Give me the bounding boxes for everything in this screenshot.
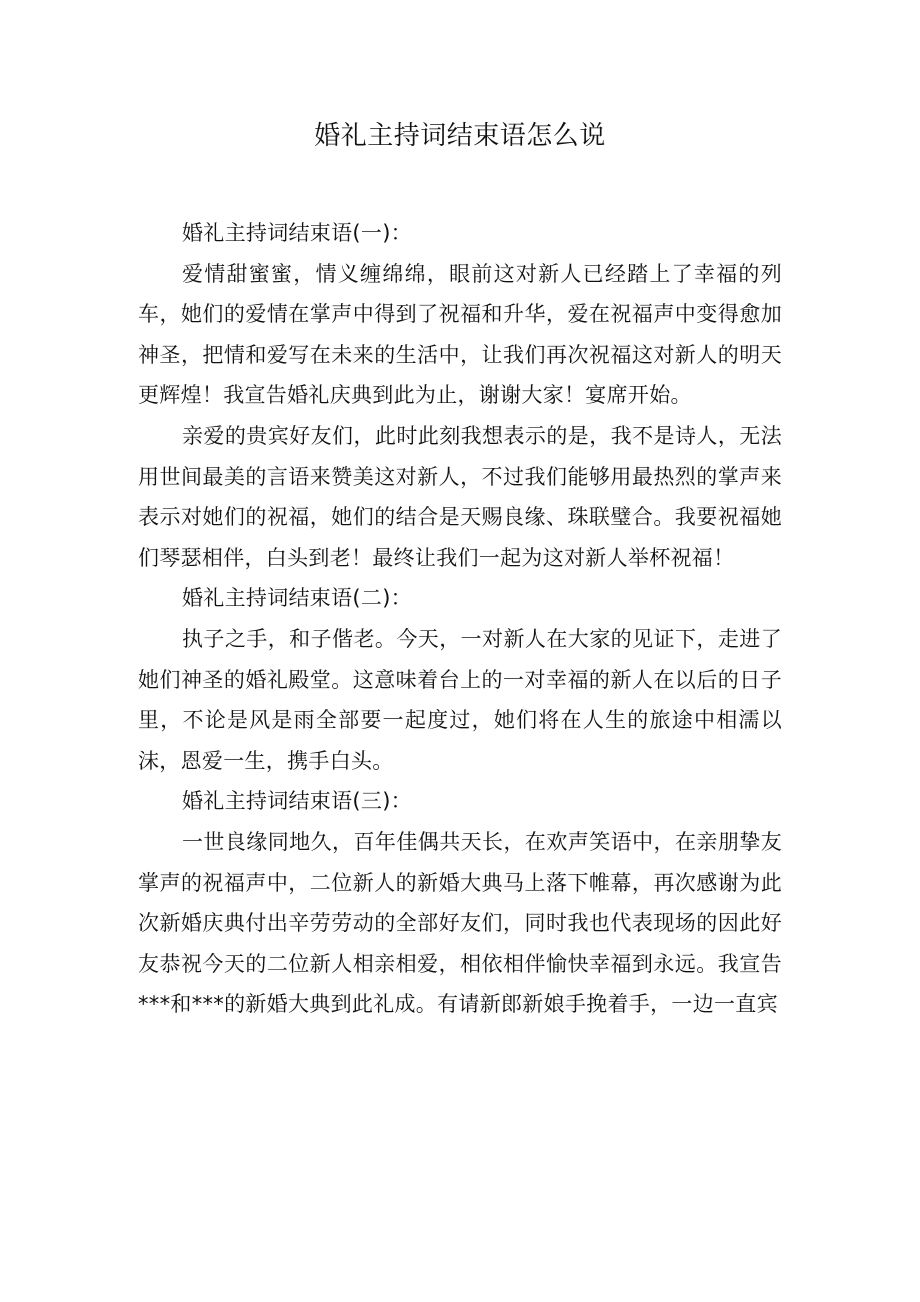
- document-title: 婚礼主持词结束语怎么说: [314, 121, 606, 151]
- paragraph-3-1: 一世良缘同地久，百年佳偶共天长，在欢声笑语中，在亲朋挚友掌声的祝福声中，二位新人的新婚大典马上落下帷幕，再次感谢为此次新婚庆典付出辛劳劳动的全部好友们，同时我也代表现场的因此好友恭祝今天的二位新人相亲相爱，相依相伴愉快幸福到永远。我宣告***和***的新婚大典到此礼成。有请新郎新娘手挽着手，一边一直宾: [138, 829, 782, 1017]
- paragraph-2-1: 执子之手，和子偕老。今天，一对新人在大家的见证下，走进了她们神圣的婚礼殿堂。这意味着台上的一对幸福的新人在以后的日子里，不论是风是雨全部要一起度过，她们将在人生的旅途中相濡以沫，恩爱一生，携手白头。: [138, 626, 782, 773]
- document-body: [138, 213, 782, 1025]
- paragraph-1-1: 爱情甜蜜蜜，情义缠绵绵，眼前这对新人已经踏上了幸福的列车，她们的爱情在掌声中得到了祝福和升华，爱在祝福声中变得愈加神圣，把情和爱写在未来的生活中，让我们再次祝福这对新人的明天更辉煌！我宣告婚礼庆典到此为止，谢谢大家！宴席开始。: [138, 261, 782, 408]
- section-heading-2: 婚礼主持词结束语(二)：: [182, 586, 412, 611]
- section-heading-1: 婚礼主持词结束语(一)：: [182, 221, 412, 245]
- section-heading-3: 婚礼主持词结束语(三)：: [182, 789, 412, 814]
- paragraph-1-2: 亲爱的贵宾好友们，此时此刻我想表示的是，我不是诗人，无法用世间最美的言语来赞美这对新人，不过我们能够用最热烈的掌声来表示对她们的祝福，她们的结合是天赐良缘、珠联璧合。我要祝福她们琴瑟相伴，白头到老！最终让我们一起为这对新人举杯祝福！: [138, 423, 782, 570]
